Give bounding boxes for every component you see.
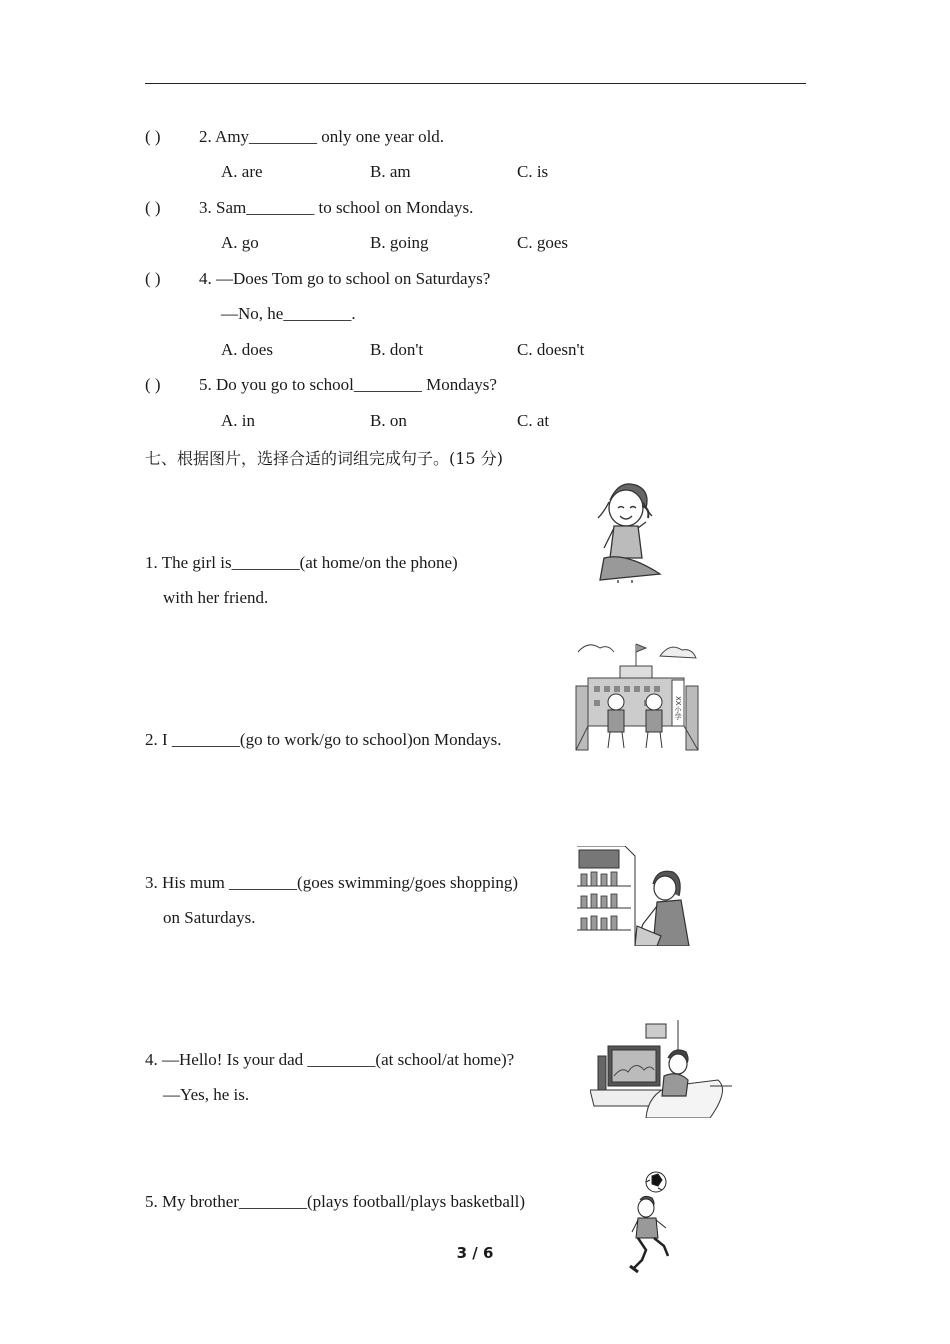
picture-question-3: 3. His mum ________(goes swimming/goes shopping) [145,873,519,892]
picture-question-1: 1. The girl is________(at home/on the phone) [145,553,458,572]
option-a[interactable]: A. are [221,162,263,181]
header-rule [145,83,806,84]
page-number: 3 / 6 [456,1244,494,1262]
option-c[interactable]: C. goes [517,233,568,252]
option-b[interactable]: B. on [370,411,407,430]
answer-paren[interactable]: ( ) [145,198,161,217]
picture-question-4: 4. —Hello! Is your dad ________(at school/at home)? [145,1050,515,1069]
option-c[interactable]: C. is [517,162,549,181]
girl-on-phone-picture [590,478,665,583]
question-stem-reply: —No, he________. [221,304,356,323]
picture-question-4-cont: —Yes, he is. [163,1085,250,1104]
option-a[interactable]: A. go [221,233,259,252]
picture-question-5: 5. My brother________(plays football/plays basketball) [145,1192,526,1211]
picture-question-3-cont: on Saturdays. [163,908,256,927]
answer-paren[interactable]: ( ) [145,375,161,394]
option-b[interactable]: B. am [370,162,411,181]
school-picture [574,640,700,752]
answer-paren[interactable]: ( ) [145,127,161,146]
shopping-picture [577,846,702,946]
option-a[interactable]: A. does [221,340,273,359]
picture-question-1-cont: with her friend. [163,588,269,607]
option-c[interactable]: C. doesn't [517,340,585,359]
option-a[interactable]: A. in [221,411,255,430]
question-stem: 3. Sam________ to school on Mondays. [199,198,474,217]
option-b[interactable]: B. don't [370,340,424,359]
question-stem: 4. —Does Tom go to school on Saturdays? [199,269,491,288]
picture-question-2: 2. I ________(go to work/go to school)on Mondays. [145,730,502,749]
section-title: 七、根据图片，选择合适的词组完成句子。(15 分) [145,449,503,468]
school-sign: XX小学 [674,696,682,720]
question-stem: 5. Do you go to school________ Mondays? [199,375,497,394]
option-b[interactable]: B. going [370,233,429,252]
option-c[interactable]: C. at [517,411,550,430]
question-stem: 2. Amy________ only one year old. [199,127,445,146]
answer-paren[interactable]: ( ) [145,269,161,288]
dad-at-home-picture [590,1020,732,1118]
